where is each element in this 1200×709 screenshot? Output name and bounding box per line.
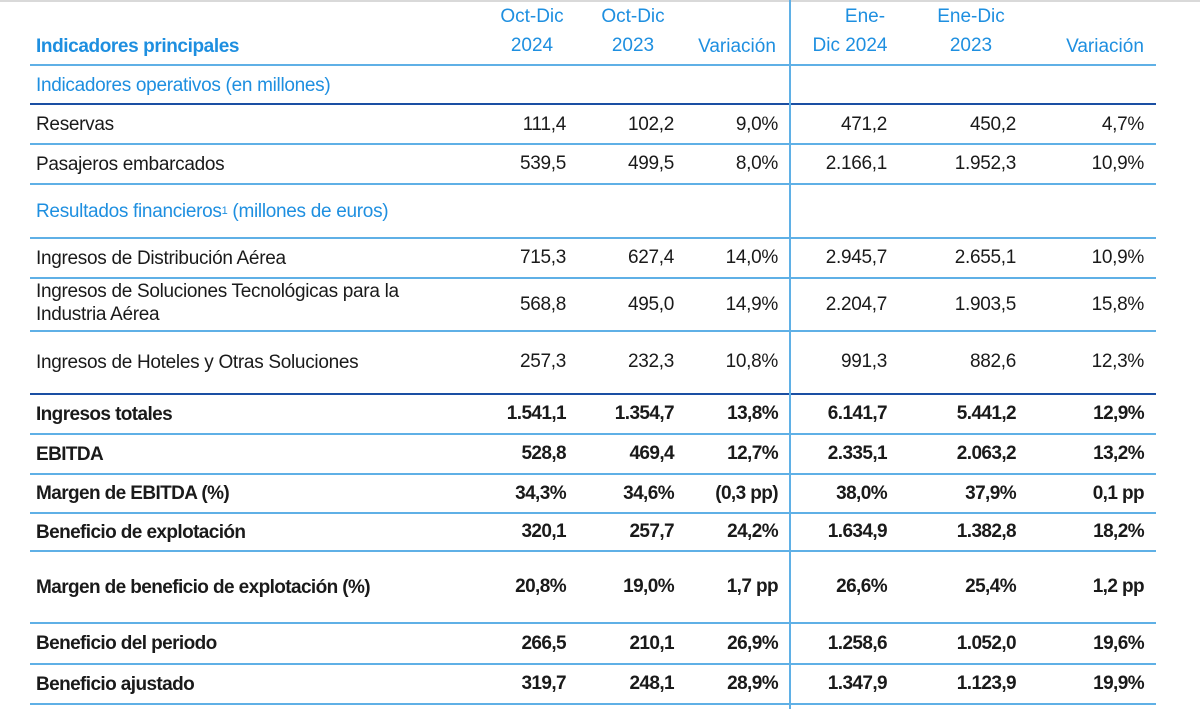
header-col-variacion-q: Variación [698,36,776,57]
cell-variacion-y: 18,2% [1093,521,1144,542]
header-col-variacion-y: Variación [1066,36,1144,57]
section-operativos [30,66,1156,104]
table-row [30,514,1156,550]
cell-ene-dic-2023: 37,9% [965,482,1016,504]
table-row [30,279,1156,331]
header-col4-line1: Ene-Dic [937,6,1005,27]
row-label: Pasajeros embarcados [36,153,225,175]
bottom-rule [30,703,1156,705]
cell-variacion-y: 10,9% [1091,247,1144,268]
cell-ene-dic-2024: 38,0% [836,482,887,504]
table-row [30,145,1156,183]
cell-variacion-q: 14,9% [725,294,778,315]
row-label: Beneficio del periodo [36,633,217,654]
cell-variacion-y: 4,7% [1101,113,1144,135]
cell-oct-dic-2024: 715,3 [519,247,566,268]
section-label: Indicadores operativos (en millones) [36,74,331,96]
cell-oct-dic-2023: 102,2 [627,113,674,135]
cell-variacion-y: 19,9% [1093,673,1144,694]
cell-ene-dic-2024: 2.166,1 [825,153,887,174]
header-col0-line2: 2024 [510,35,554,56]
cell-variacion-y: 1,2 pp [1092,576,1144,597]
cell-oct-dic-2023: 627,4 [627,247,674,268]
cell-ene-dic-2024: 6.141,7 [827,403,887,424]
cell-oct-dic-2024: 111,4 [522,113,566,135]
row-label [36,279,476,331]
row-label: Ingresos totales [36,403,173,425]
table-row [30,475,1156,512]
cell-ene-dic-2023: 25,4% [965,576,1016,597]
cell-ene-dic-2024: 1.634,9 [827,521,887,542]
row-label: Ingresos de Hoteles y Otras Soluciones [36,351,359,373]
cell-oct-dic-2023: 469,4 [629,443,674,464]
cell-variacion-q: 13,8% [727,403,778,424]
header-col-oct-dic-2024 [492,2,572,60]
section-financieros [30,185,1156,237]
cell-oct-dic-2024: 266,5 [521,632,566,654]
cell-ene-dic-2023: 2.063,2 [956,443,1016,464]
header-col3-line1: Ene- [844,6,886,27]
cell-oct-dic-2024: 20,8% [515,576,566,597]
cell-ene-dic-2023: 882,6 [969,351,1016,372]
row-label: Margen de beneficio de explotación (%) [36,576,371,598]
cell-ene-dic-2023: 1.382,8 [956,521,1016,542]
cell-oct-dic-2023: 248,1 [629,673,674,694]
cell-oct-dic-2023: 257,7 [629,521,674,542]
cell-oct-dic-2024: 568,8 [519,294,566,315]
cell-oct-dic-2024: 257,3 [519,351,566,372]
section-unit: (millones de euros) [227,200,389,222]
cell-oct-dic-2023: 1.354,7 [614,403,674,424]
table-row [30,435,1156,473]
cell-variacion-y: 10,9% [1091,153,1144,174]
cell-variacion-q: 1,7 pp [726,576,778,597]
cell-variacion-q: 14,0% [725,247,778,268]
cell-oct-dic-2023: 499,5 [627,153,674,174]
header-col1-line1: Oct-Dic [601,6,665,27]
column-divider [789,0,791,709]
cell-variacion-y: 15,8% [1091,294,1144,315]
cell-variacion-q: 10,8% [725,351,778,372]
row-label: Margen de EBITDA (%) [36,483,230,504]
cell-variacion-q: 26,9% [727,632,778,654]
cell-variacion-q: 12,7% [727,443,778,464]
row-label: EBITDA [36,443,104,465]
header-col-oct-dic-2023 [593,2,673,60]
cell-ene-dic-2023: 1.903,5 [954,294,1016,315]
cell-oct-dic-2023: 19,0% [623,576,674,597]
row-label-line1: Ingresos de Soluciones Tecnológicas para la [36,281,399,302]
cell-oct-dic-2023: 210,1 [629,632,674,654]
header-col0-line1: Oct-Dic [500,6,564,27]
cell-variacion-q: 8,0% [735,153,778,174]
cell-oct-dic-2024: 34,3% [515,482,566,504]
cell-ene-dic-2024: 471,2 [840,113,887,135]
cell-ene-dic-2023: 1.952,3 [954,153,1016,174]
cell-variacion-y: 12,9% [1093,403,1144,424]
cell-ene-dic-2023: 450,2 [969,113,1016,135]
cell-variacion-q: 28,9% [727,673,778,694]
table-row [30,105,1156,144]
row-label: Beneficio de explotación [36,521,246,543]
section-label: Resultados financieros 1 (millones de euros) [36,200,389,222]
cell-ene-dic-2024: 991,3 [840,351,887,372]
cell-oct-dic-2023: 34,6% [623,482,674,504]
table-row [30,395,1156,433]
row-label: Reservas [36,114,114,135]
table-row [30,552,1156,622]
cell-ene-dic-2023: 1.052,0 [956,632,1016,654]
cell-ene-dic-2023: 5.441,2 [956,403,1016,424]
cell-variacion-y: 19,6% [1093,632,1144,654]
cell-oct-dic-2024: 1.541,1 [506,403,566,424]
header-col-ene-dic-2023 [928,2,1014,60]
row-label: Ingresos de Distribución Aérea [36,247,286,269]
table-row [30,239,1156,277]
table-row [30,624,1156,663]
cell-variacion-q: 9,0% [735,113,778,135]
header-col1-line2: 2023 [611,35,655,56]
header-col3-line2: Dic 2024 [812,35,888,56]
cell-oct-dic-2023: 232,3 [627,351,674,372]
header-col4-line2: 2023 [949,35,993,56]
cell-ene-dic-2024: 2.335,1 [827,443,887,464]
table-row [30,665,1156,703]
cell-ene-dic-2023: 1.123,9 [956,673,1016,694]
cell-oct-dic-2024: 528,8 [521,443,566,464]
cell-oct-dic-2024: 319,7 [521,673,566,694]
cell-ene-dic-2024: 26,6% [836,576,887,597]
cell-variacion-q: 24,2% [727,521,778,542]
cell-variacion-y: 13,2% [1093,443,1144,464]
cell-ene-dic-2024: 1.258,6 [827,632,887,654]
cell-oct-dic-2024: 320,1 [521,521,566,542]
cell-ene-dic-2024: 2.945,7 [825,247,887,268]
cell-oct-dic-2024: 539,5 [519,153,566,174]
header-col-ene-dic-2024 [803,2,897,60]
cell-ene-dic-2023: 2.655,1 [954,247,1016,268]
cell-variacion-q: (0,3 pp) [715,482,778,504]
cell-oct-dic-2023: 495,0 [627,294,674,315]
cell-variacion-y: 12,3% [1091,351,1144,372]
cell-variacion-y: 0,1 pp [1092,482,1144,504]
table-row [30,332,1156,392]
row-label: Beneficio ajustado [36,673,195,695]
cell-ene-dic-2024: 2.204,7 [825,294,887,315]
section-title: Resultados financieros [36,200,222,222]
row-label-line2: Industria Aérea [36,304,160,325]
cell-ene-dic-2024: 1.347,9 [827,673,887,694]
table-title: Indicadores principales [36,36,240,57]
table-header [30,0,1156,64]
